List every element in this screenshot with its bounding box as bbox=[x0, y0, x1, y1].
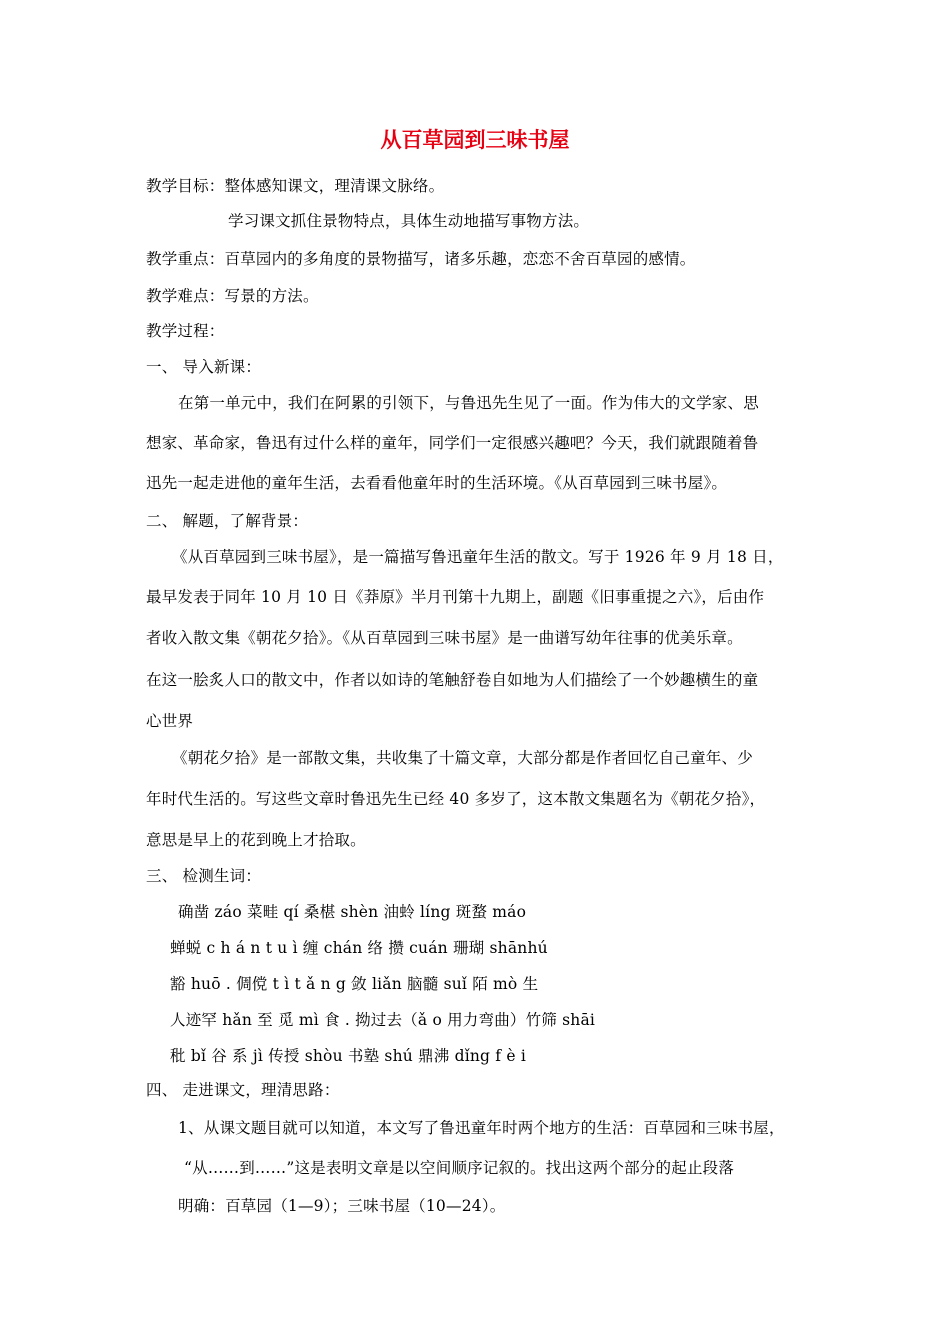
objective-line-2: 学习课文抓住景物特点，具体生动地描写事物方法。 bbox=[228, 212, 590, 230]
vocab-row: 秕 bǐ 谷 系 jì 传授 shòu 书塾 shú 鼎沸 dǐng f è i bbox=[170, 1047, 527, 1065]
collection-paragraph-line: 意思是早上的花到晚上才拾取。 bbox=[146, 831, 366, 849]
objective-line-1: 教学目标：整体感知课文，理清课文脉络。 bbox=[146, 177, 445, 195]
structure-line: “从……到……”这是表明文章是以空间顺序记叙的。找出这两个部分的起止段落 bbox=[184, 1159, 735, 1177]
process-heading: 教学过程： bbox=[146, 322, 225, 340]
difficulty-line: 教学难点：写景的方法。 bbox=[146, 287, 319, 305]
background-paragraph-line: 最早发表于同年 10 月 10 日《莽原》半月刊第十九期上，副题《旧事重提之六》，后由作 bbox=[146, 588, 765, 606]
intro-paragraph-line: 迅先一起走进他的童年生活，去看看他童年时的生活环境。《从百草园到三味书屋》。 bbox=[146, 474, 728, 492]
focus-line: 教学重点：百草园内的多角度的景物描写，诸多乐趣，恋恋不舍百草园的感情。 bbox=[146, 250, 696, 268]
vocab-row: 豁 huō . 倜傥 t ì t ǎ n g 敛 liǎn 脑髓 suǐ 陌 mò 生 bbox=[170, 975, 539, 993]
section-4-heading: 四、 走进课文，理清思路： bbox=[146, 1081, 340, 1099]
vocab-row: 确凿 záo 菜畦 qí 桑椹 shèn 油蛉 líng 斑蝥 máo bbox=[178, 903, 527, 921]
section-1-heading: 一、 导入新课： bbox=[146, 358, 262, 376]
background-paragraph-line: 心世界 bbox=[146, 712, 194, 730]
section-3-heading: 三、 检测生词： bbox=[146, 867, 262, 885]
collection-paragraph-line: 年时代生活的。写这些文章时鲁迅先生已经 40 多岁了，这本散文集题名为《朝花夕拾》， bbox=[146, 790, 766, 808]
intro-paragraph-line: 想家、革命家，鲁迅有过什么样的童年，同学们一定很感兴趣吧？今天，我们就跟随着鲁 bbox=[146, 434, 759, 452]
background-paragraph-line: 者收入散文集《朝花夕拾》。《从百草园到三味书屋》是一曲谱写幼年往事的优美乐章。 bbox=[146, 629, 743, 647]
intro-paragraph-line: 在第一单元中，我们在阿累的引领下，与鲁迅先生见了一面。作为伟大的文学家、思 bbox=[178, 394, 759, 412]
section-2-heading: 二、 解题，了解背景： bbox=[146, 512, 309, 530]
vocab-row: 人迹罕 hǎn 至 觅 mì 食 . 拗过去（ǎ o 用力弯曲）竹筛 shāi bbox=[170, 1011, 596, 1029]
background-paragraph-line: 在这一脍炙人口的散文中，作者以如诗的笔触舒卷自如地为人们描绘了一个妙趣横生的童 bbox=[146, 671, 759, 689]
background-paragraph-line: 《从百草园到三味书屋》，是一篇描写鲁迅童年生活的散文。写于 1926 年 9 月 18 日， bbox=[172, 548, 784, 566]
document-title: 从百草园到三味书屋 bbox=[380, 128, 570, 152]
collection-paragraph-line: 《朝花夕拾》是一部散文集，共收集了十篇文章，大部分都是作者回忆自己童年、少 bbox=[172, 749, 753, 767]
answer-line: 明确：百草园（1—9）；三味书屋（10—24）。 bbox=[178, 1197, 506, 1215]
structure-line: 1、从课文题目就可以知道，本文写了鲁迅童年时两个地方的生活：百草园和三味书屋， bbox=[178, 1119, 785, 1137]
vocab-row: 蝉蜕 c h á n t u ì 缠 chán 络 攒 cuán 珊瑚 shānhú bbox=[170, 939, 548, 957]
